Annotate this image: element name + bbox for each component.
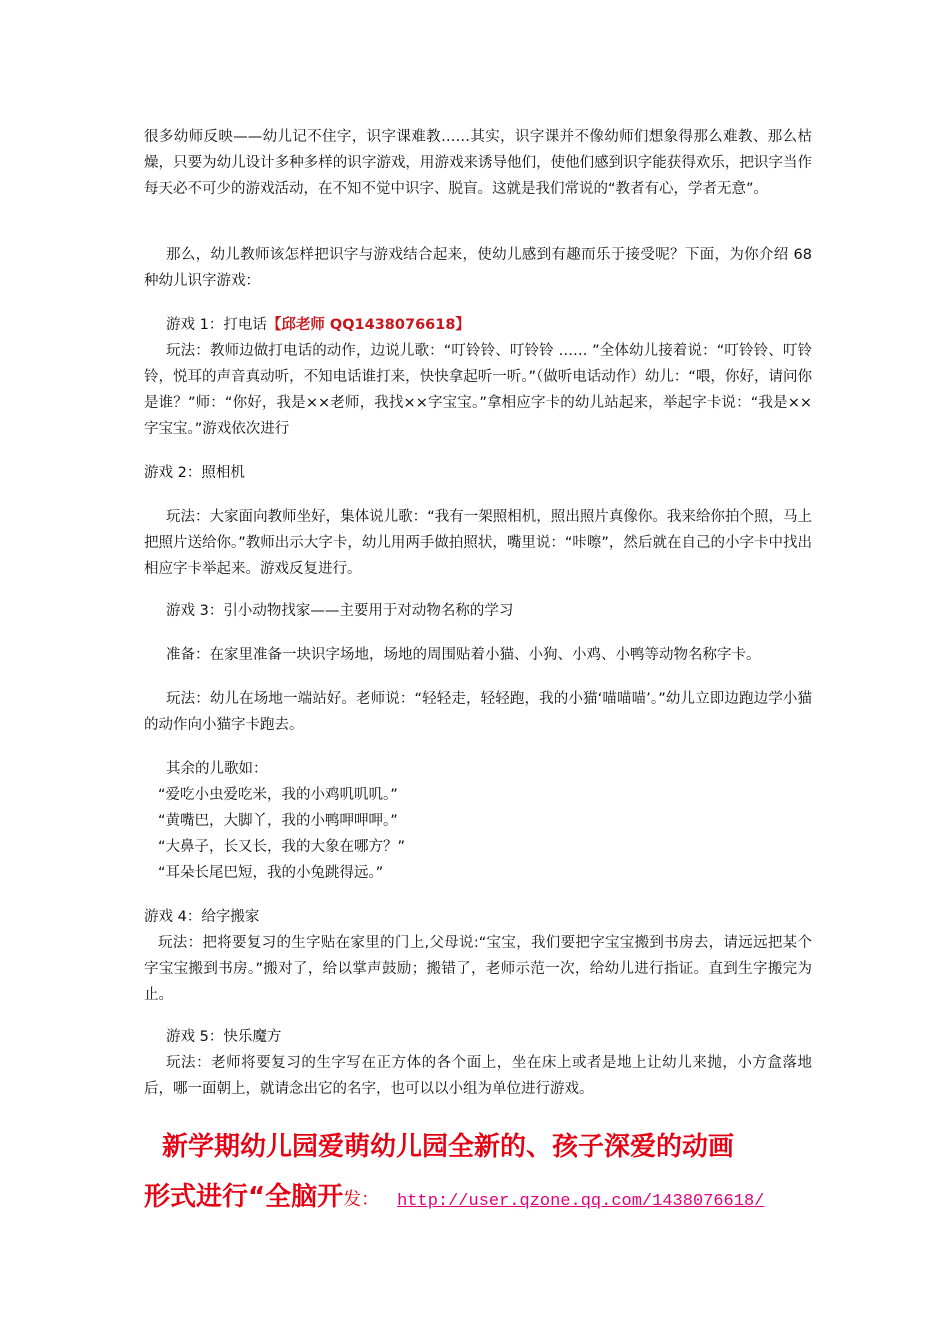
rhyme-line: “爱吃小虫爱吃米，我的小鸡叽叽叽。”	[158, 787, 398, 803]
game-3-rhymes	[144, 756, 812, 886]
game-1-title: 游戏 1：打电话	[166, 317, 267, 333]
rhymes-title: 其余的儿歌如：	[166, 761, 268, 777]
game-3-rules: 玩法：幼儿在场地一端站好。老师说：“轻轻走，轻轻跑，我的小猫‘喵喵喵’。”幼儿立即边跑边学小猫的动作向小猫字卡跑去。	[144, 691, 812, 733]
game-3-prep: 准备：在家里准备一块识字场地，场地的周围贴着小猫、小狗、小鸡、小鸭等动物名称字卡。	[166, 647, 761, 663]
rhyme-line: “耳朵长尾巴短，我的小兔跳得远。”	[158, 865, 384, 881]
teacher-contact: 【邱老师 QQ1438076618】	[266, 317, 470, 333]
rhyme-line: “黄嘴巴，大脚丫，我的小鸭呷呷呷。”	[158, 813, 398, 829]
intro-paragraph-2: 那么，幼儿教师该怎样把识字与游戏结合起来，使幼儿感到有趣而乐于接受呢？下面，为你介绍 68 种幼儿识字游戏：	[144, 247, 812, 289]
intro-paragraph-1: 很多幼师反映——幼儿记不住字，识字课难教……其实，识字课并不像幼师们想象得那么难教、那么枯燥，只要为幼儿设计多种多样的识字游戏，用游戏来诱导他们，使他们感到识字能获得欢乐，把识字当作每天必不可少的游戏活动，在不知不觉中识字、脱盲。这就是我们常说的“教者有心，学者无意”。	[144, 129, 812, 197]
qzone-link[interactable]: http://user.qzone.qq.com/1438076618/	[397, 1192, 765, 1211]
game-2-title: 游戏 2：照相机	[144, 465, 245, 481]
promo-line-2	[144, 1176, 804, 1213]
rhyme-line: “大鼻子，长又长，我的大象在哪方？”	[158, 839, 406, 855]
game-5-rules: 玩法：老师将要复习的生字写在正方体的各个面上，坐在床上或者是地上让幼儿来抛，小方盒落地后，哪一面朝上，就请念出它的名字，也可以以小组为单位进行游戏。	[144, 1055, 812, 1097]
promo-line-1: 新学期幼儿园爱萌幼儿园全新的、孩子深爱的动画	[162, 1132, 735, 1162]
game-1-rules: 玩法：教师边做打电话的动作，边说儿歌：“叮铃铃、叮铃铃 …… ”全体幼儿接着说：“叮铃铃、叮铃铃，悦耳的声音真动听，不知电话谁打来，快快拿起听一听。”（做听电话动作）幼儿：“喂，你好，请问你是谁？”师：“你好，我是××老师，我找××字宝宝。”拿相应字卡的幼儿站起来，举起字卡说：“我是××字宝宝。”游戏依次进行	[144, 343, 812, 437]
promo-line-2-suffix: 发：	[343, 1189, 380, 1210]
game-4-rules: 玩法：把将要复习的生字贴在家里的门上,父母说:“宝宝，我们要把字宝宝搬到书房去，请远远把某个字宝宝搬到书房。”搬对了，给以掌声鼓励；搬错了，老师示范一次，给幼儿进行指证。直到生字搬完为止。	[144, 935, 812, 1003]
game-2-rules: 玩法：大家面向教师坐好，集体说儿歌：“我有一架照相机，照出照片真像你。我来给你拍个照，马上把照片送给你。”教师出示大字卡，幼儿用两手做拍照状，嘴里说：“咔嚓”，然后就在自己的小字卡中找出相应字卡举起来。游戏反复进行。	[144, 509, 812, 577]
promo-line-2-main: 形式进行“全脑开	[144, 1182, 344, 1212]
game-5-title: 游戏 5：快乐魔方	[166, 1029, 282, 1045]
game-4-title: 游戏 4：给字搬家	[144, 909, 260, 925]
game-3-title: 游戏 3：引小动物找家——主要用于对动物名称的学习	[166, 603, 514, 619]
game-1-heading	[144, 312, 812, 338]
